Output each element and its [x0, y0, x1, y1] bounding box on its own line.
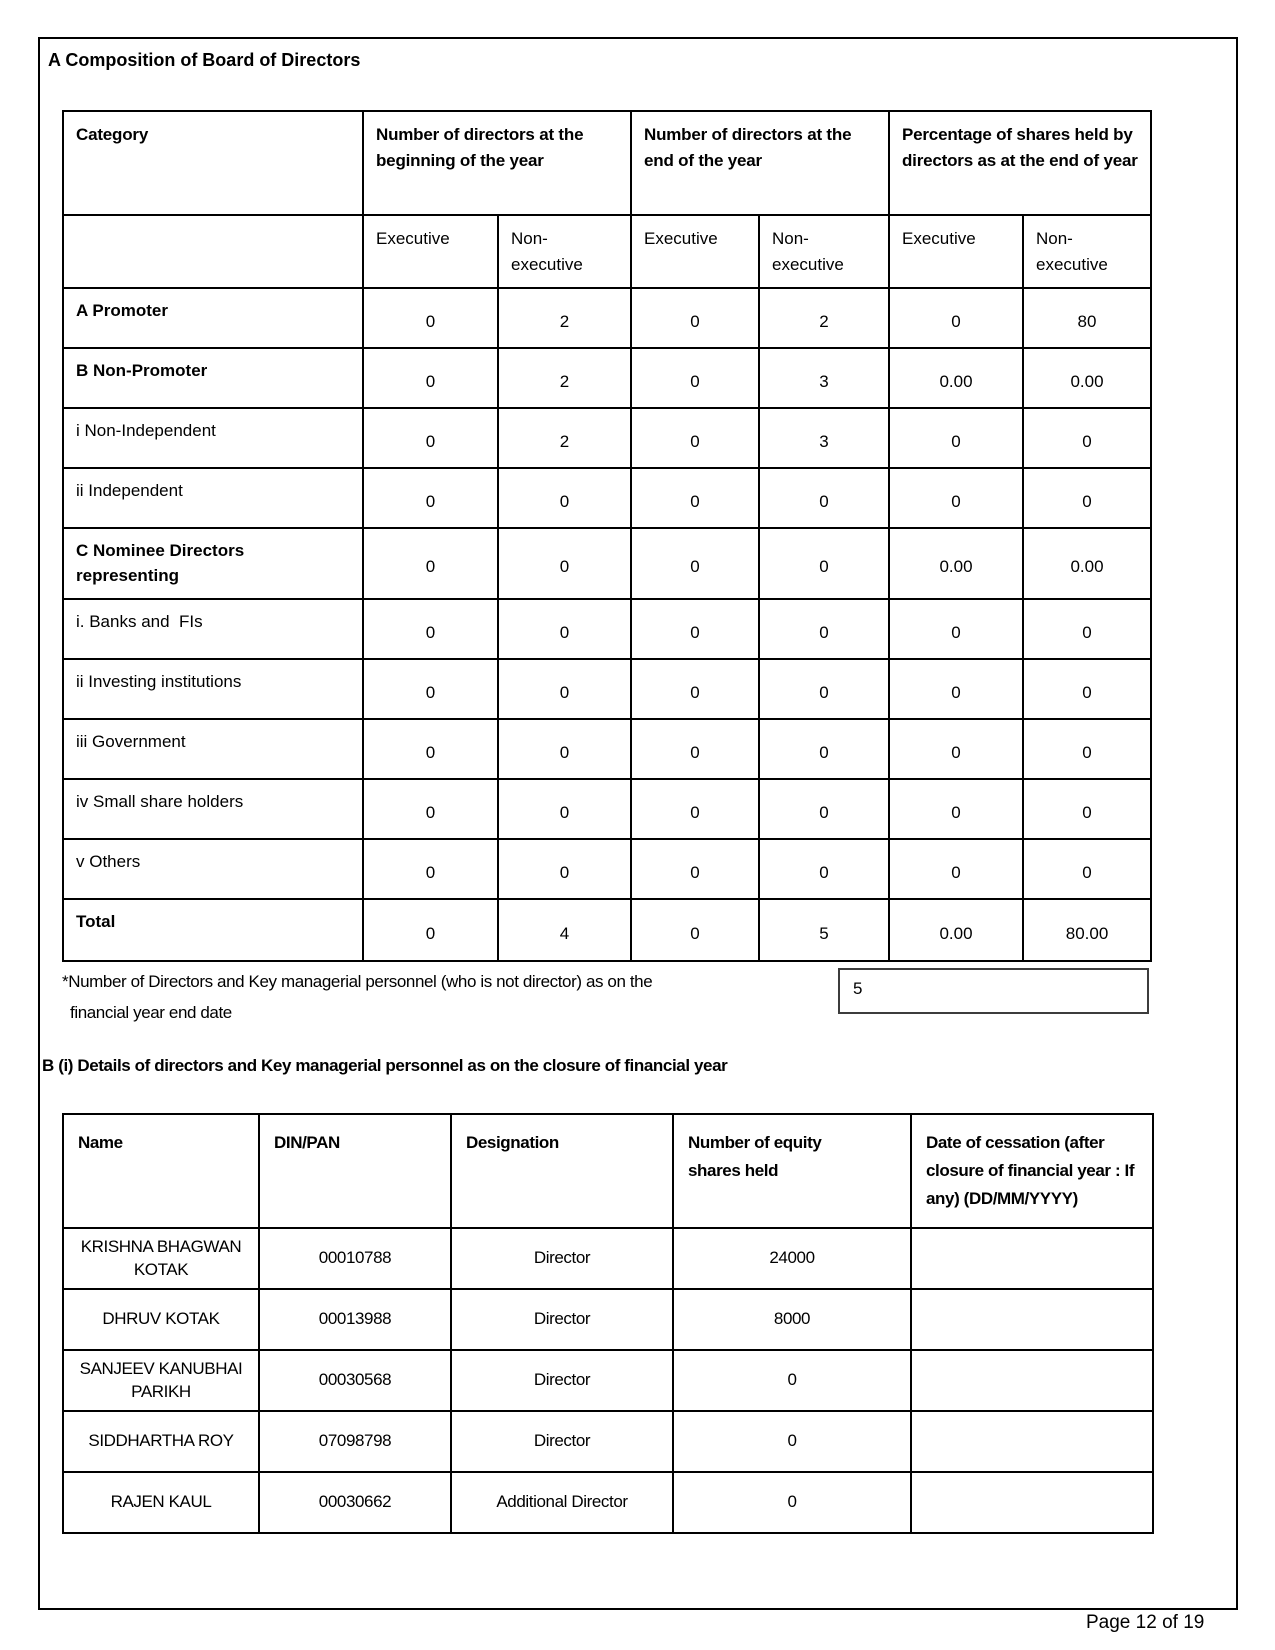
- value-cell: 0: [631, 839, 759, 899]
- equity-shares-cell: 0: [673, 1350, 911, 1411]
- value-cell: 5: [759, 899, 889, 961]
- category-cell: ii Investing institutions: [63, 659, 363, 719]
- equity-shares-cell: 8000: [673, 1289, 911, 1350]
- value-cell: 0: [631, 348, 759, 408]
- col-header-beginning: Number of directors at the beginning of the year: [363, 111, 631, 215]
- value-cell: 0: [631, 779, 759, 839]
- value-cell: 0: [889, 659, 1023, 719]
- value-cell: 0: [631, 899, 759, 961]
- value-cell: 0: [631, 719, 759, 779]
- director-name-cell: KRISHNA BHAGWAN KOTAK: [63, 1228, 259, 1289]
- composition-table: [62, 110, 1152, 962]
- value-cell: 0: [1023, 408, 1151, 468]
- value-cell: 0: [363, 348, 498, 408]
- designation-cell: Director: [451, 1350, 673, 1411]
- value-cell: 0: [889, 468, 1023, 528]
- table-row: [63, 1350, 1153, 1411]
- composition-header-row: [63, 111, 1151, 215]
- din-pan-cell: 00030568: [259, 1350, 451, 1411]
- value-cell: 0: [1023, 779, 1151, 839]
- value-cell: 0: [498, 528, 631, 599]
- value-cell: 2: [498, 348, 631, 408]
- value-cell: 0: [889, 719, 1023, 779]
- cessation-date-cell: [911, 1411, 1153, 1472]
- value-cell: 2: [498, 288, 631, 348]
- directors-header-row: [63, 1114, 1153, 1228]
- section-b-title: B (i) Details of directors and Key managerial personnel as on the closure of financial year: [42, 1056, 728, 1075]
- value-cell: 0: [498, 779, 631, 839]
- value-cell: 0: [498, 468, 631, 528]
- col-header-din-pan: DIN/PAN: [259, 1114, 451, 1228]
- col-header-name: Name: [63, 1114, 259, 1228]
- col-header-category: Category: [63, 111, 363, 215]
- value-cell: 0: [1023, 839, 1151, 899]
- value-cell: 0: [631, 528, 759, 599]
- subheader-executive: Executive: [363, 215, 498, 288]
- value-cell: 80: [1023, 288, 1151, 348]
- designation-cell: Additional Director: [451, 1472, 673, 1533]
- value-cell: 80.00: [1023, 899, 1151, 961]
- category-cell: ii Independent: [63, 468, 363, 528]
- value-cell: 0: [631, 599, 759, 659]
- page-number-label: Page 12 of 19: [1086, 1612, 1205, 1633]
- value-cell: 0: [1023, 719, 1151, 779]
- value-cell: 4: [498, 899, 631, 961]
- value-cell: 0.00: [1023, 348, 1151, 408]
- table-row: [63, 408, 1151, 468]
- cessation-date-cell: [911, 1350, 1153, 1411]
- equity-shares-cell: 24000: [673, 1228, 911, 1289]
- value-cell: 0: [363, 468, 498, 528]
- subheader-non-executive: Non-executive: [498, 215, 631, 288]
- value-cell: 0: [889, 599, 1023, 659]
- value-cell: 0: [889, 408, 1023, 468]
- cessation-date-cell: [911, 1289, 1153, 1350]
- subheader-executive: Executive: [631, 215, 759, 288]
- equity-shares-cell: 0: [673, 1411, 911, 1472]
- table-row: [63, 348, 1151, 408]
- value-cell: 0: [363, 659, 498, 719]
- value-cell: 0: [631, 288, 759, 348]
- subheader-executive: Executive: [889, 215, 1023, 288]
- designation-cell: Director: [451, 1289, 673, 1350]
- value-cell: 0: [759, 599, 889, 659]
- category-cell: iv Small share holders: [63, 779, 363, 839]
- category-cell: A Promoter: [63, 288, 363, 348]
- table-row: [63, 1472, 1153, 1533]
- value-cell: 0.00: [889, 899, 1023, 961]
- directors-table: [62, 1113, 1154, 1534]
- section-a-title: A Composition of Board of Directors: [48, 50, 361, 70]
- table-row: [63, 1411, 1153, 1472]
- value-cell: 2: [759, 288, 889, 348]
- director-name-cell: SIDDHARTHA ROY: [63, 1411, 259, 1472]
- cessation-date-cell: [911, 1228, 1153, 1289]
- value-cell: 0: [363, 899, 498, 961]
- value-cell: 3: [759, 408, 889, 468]
- table-row: [63, 1289, 1153, 1350]
- table-row: [63, 719, 1151, 779]
- designation-cell: Director: [451, 1228, 673, 1289]
- composition-subheader-row: [63, 215, 1151, 288]
- din-pan-cell: 00013988: [259, 1289, 451, 1350]
- value-cell: 0: [363, 599, 498, 659]
- directors-kmp-count-field: 5: [838, 968, 1149, 1014]
- subheader-empty-cell: [63, 215, 363, 288]
- col-header-equity-shares: Number of equity shares held: [673, 1114, 911, 1228]
- subheader-non-executive: Non-executive: [1023, 215, 1151, 288]
- value-cell: 0: [363, 288, 498, 348]
- table-row: [63, 1228, 1153, 1289]
- value-cell: 0: [889, 288, 1023, 348]
- value-cell: 0: [759, 659, 889, 719]
- value-cell: 0: [631, 659, 759, 719]
- col-header-designation: Designation: [451, 1114, 673, 1228]
- table-row-total: [63, 899, 1151, 961]
- value-cell: 0: [363, 839, 498, 899]
- designation-cell: Director: [451, 1411, 673, 1472]
- category-cell: B Non-Promoter: [63, 348, 363, 408]
- value-cell: 0: [363, 528, 498, 599]
- value-cell: 0: [631, 408, 759, 468]
- director-name-cell: DHRUV KOTAK: [63, 1289, 259, 1350]
- value-cell: 0.00: [889, 348, 1023, 408]
- value-cell: 0: [498, 659, 631, 719]
- value-cell: 0: [759, 779, 889, 839]
- table-row: [63, 288, 1151, 348]
- value-cell: 0: [363, 719, 498, 779]
- value-cell: 0: [631, 468, 759, 528]
- subheader-non-executive: Non-executive: [759, 215, 889, 288]
- director-name-cell: RAJEN KAUL: [63, 1472, 259, 1533]
- table-row: [63, 839, 1151, 899]
- table-row: [63, 779, 1151, 839]
- table-row: [63, 528, 1151, 599]
- value-cell: 0: [759, 468, 889, 528]
- value-cell: 0: [1023, 468, 1151, 528]
- value-cell: 0: [498, 599, 631, 659]
- value-cell: 0.00: [889, 528, 1023, 599]
- value-cell: 3: [759, 348, 889, 408]
- equity-shares-cell: 0: [673, 1472, 911, 1533]
- col-header-cessation-date: Date of cessation (after closure of financial year : If any) (DD/MM/YYYY): [911, 1114, 1153, 1228]
- directors-kmp-note: *Number of Directors and Key managerial personnel (who is not director) as on the financial year end date: [62, 972, 653, 1023]
- value-cell: 0: [363, 408, 498, 468]
- category-cell: C Nominee Directors representing: [63, 528, 363, 599]
- category-cell: i Non-Independent: [63, 408, 363, 468]
- value-cell: 0: [889, 839, 1023, 899]
- value-cell: 0: [889, 779, 1023, 839]
- category-cell: i. Banks and FIs: [63, 599, 363, 659]
- category-cell: iii Government: [63, 719, 363, 779]
- value-cell: 0: [498, 719, 631, 779]
- director-name-cell: SANJEEV KANUBHAI PARIKH: [63, 1350, 259, 1411]
- value-cell: 0: [759, 839, 889, 899]
- din-pan-cell: 07098798: [259, 1411, 451, 1472]
- din-pan-cell: 00010788: [259, 1228, 451, 1289]
- value-cell: 0: [498, 839, 631, 899]
- col-header-percentage: Percentage of shares held by directors as at the end of year: [889, 111, 1151, 215]
- value-cell: 0: [1023, 599, 1151, 659]
- cessation-date-cell: [911, 1472, 1153, 1533]
- value-cell: 0.00: [1023, 528, 1151, 599]
- value-cell: 0: [759, 719, 889, 779]
- col-header-end: Number of directors at the end of the year: [631, 111, 889, 215]
- value-cell: 0: [363, 779, 498, 839]
- category-cell: Total: [63, 899, 363, 961]
- value-cell: 2: [498, 408, 631, 468]
- category-cell: v Others: [63, 839, 363, 899]
- table-row: [63, 468, 1151, 528]
- value-cell: 0: [1023, 659, 1151, 719]
- table-row: [63, 659, 1151, 719]
- din-pan-cell: 00030662: [259, 1472, 451, 1533]
- table-row: [63, 599, 1151, 659]
- value-cell: 0: [759, 528, 889, 599]
